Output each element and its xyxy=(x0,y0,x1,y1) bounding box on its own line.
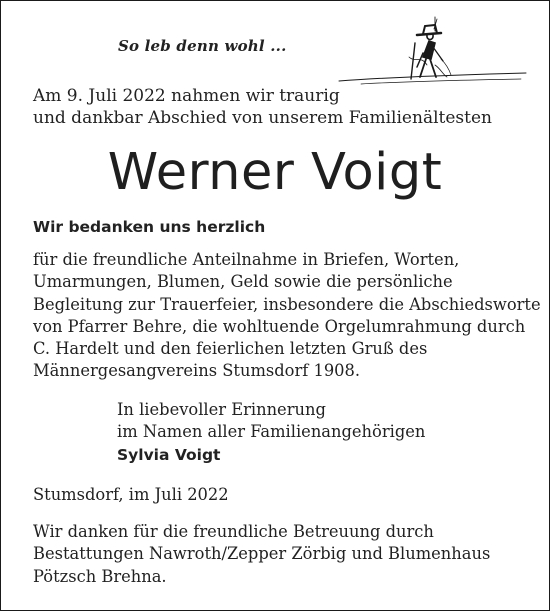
closing-line: Bestattungen Nawroth/Zepper Zörbig und Blumenhaus xyxy=(33,544,491,564)
signature-line: im Namen aller Familienangehörigen xyxy=(117,422,426,442)
closing-line: Wir danken für die freundliche Betreuung durch xyxy=(33,522,434,541)
paragraph-line: C. Hardelt und den feierlichen letzten Gruß des xyxy=(33,339,428,359)
intro-line: und dankbar Abschied von unserem Familienältesten xyxy=(33,108,492,128)
motto: So leb denn wohl ... xyxy=(118,37,287,55)
deceased-name: Werner Voigt xyxy=(107,143,443,202)
closing-thanks xyxy=(33,521,490,588)
signer-name: Sylvia Voigt xyxy=(117,445,221,464)
paragraph-line: von Pfarrer Behre, die wohltuende Orgelumrahmung durch xyxy=(33,316,526,336)
thanks-paragraph xyxy=(33,249,541,383)
closing-line: Pötzsch Brehna. xyxy=(33,566,167,586)
paragraph-line: Umarmungen, Blumen, Geld sowie die persönliche xyxy=(33,272,453,292)
paragraph-line: Begleitung zur Trauerfeier, insbesondere die Abschiedsworte xyxy=(33,294,541,314)
place-date: Stumsdorf, im Juli 2022 xyxy=(33,485,229,504)
paragraph-line: für die freundliche Anteilnahme in Briefen, Worten, xyxy=(33,250,460,269)
signature-block xyxy=(117,399,425,466)
signature-line: In liebevoller Erinnerung xyxy=(117,400,326,419)
intro-line: Am 9. Juli 2022 nahmen wir traurig xyxy=(33,86,340,106)
thanks-heading: Wir bedanken uns herzlich xyxy=(33,218,266,236)
intro-text xyxy=(33,85,492,129)
wanderer-with-hat-sketch-icon xyxy=(331,13,531,93)
paragraph-line: Männergesangvereins Stumsdorf 1908. xyxy=(33,361,361,381)
